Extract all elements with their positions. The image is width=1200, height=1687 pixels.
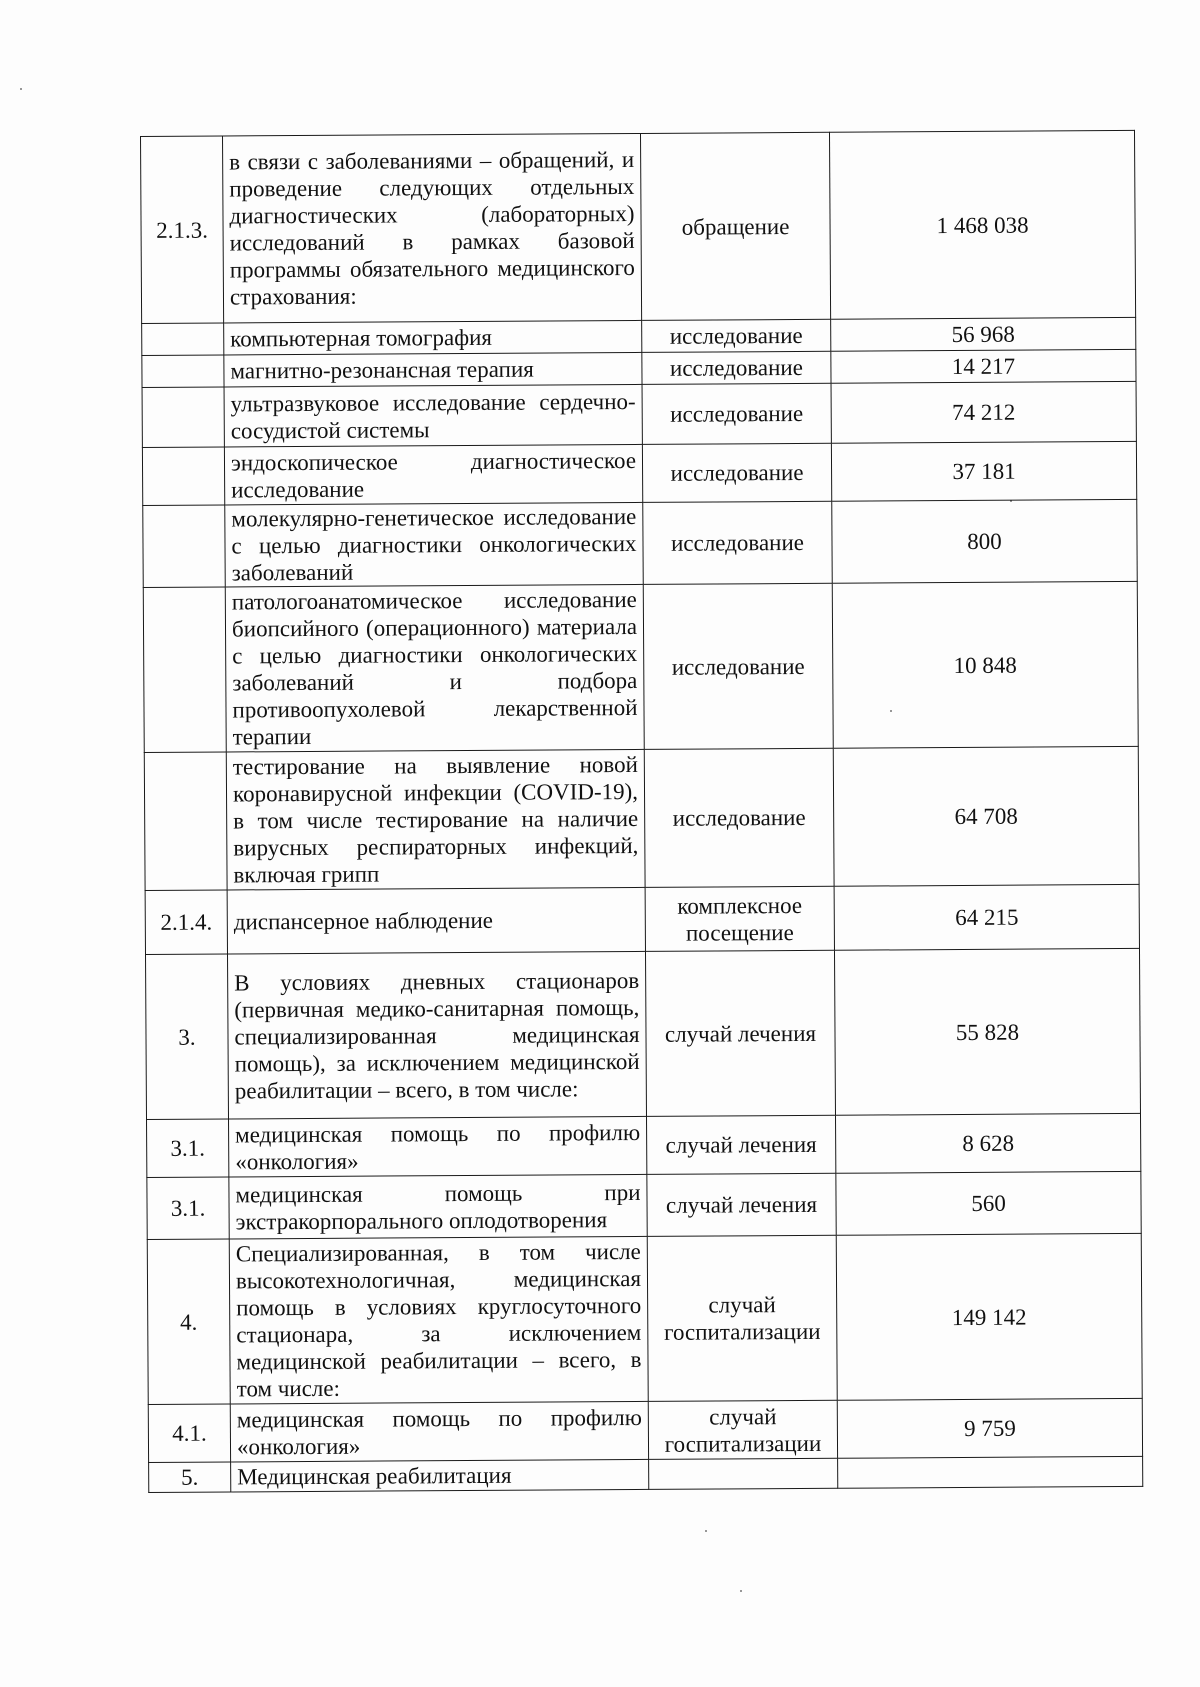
row-number: 3. bbox=[145, 954, 228, 1119]
row-value: 1 468 038 bbox=[829, 130, 1135, 319]
row-description: в связи с заболеваниями – обращений, и проведение следующих отдельных диагностических (лабораторных) исследований в рамках базовой программы обязательного медицинского страхования: bbox=[223, 133, 642, 323]
row-number: 4.1. bbox=[148, 1404, 230, 1462]
row-number bbox=[143, 505, 225, 587]
row-unit: случай лечения bbox=[646, 1115, 835, 1174]
row-unit: случай госпитализации bbox=[648, 1400, 837, 1459]
row-value: 56 968 bbox=[831, 317, 1136, 351]
row-description: ультразвуковое исследование сердечно-сосудистой системы bbox=[224, 384, 642, 447]
row-description: молекулярно-генетическое исследование с целью диагностики онкологических заболеваний bbox=[225, 502, 643, 587]
row-unit: исследование bbox=[642, 351, 831, 384]
table-row bbox=[145, 948, 1140, 1119]
row-value: 8 628 bbox=[835, 1113, 1140, 1173]
row-description: Медицинская реабилитация bbox=[231, 1459, 649, 1492]
row-value bbox=[838, 1456, 1143, 1488]
row-description: медицинская помощь по профилю «онкология» bbox=[229, 1116, 647, 1177]
row-unit: случай лечения bbox=[647, 1173, 836, 1236]
table-row bbox=[142, 441, 1136, 505]
table-row bbox=[141, 130, 1136, 323]
row-value: 64 215 bbox=[834, 884, 1139, 950]
row-number: 4. bbox=[147, 1239, 230, 1404]
row-unit: комплексное посещение bbox=[645, 886, 834, 951]
row-unit: исследование bbox=[642, 319, 831, 352]
row-value: 74 212 bbox=[831, 381, 1136, 443]
row-number bbox=[142, 387, 224, 447]
row-unit bbox=[649, 1458, 838, 1489]
scan-speck bbox=[740, 1590, 742, 1592]
table-row bbox=[144, 746, 1139, 890]
row-number: 3.1. bbox=[147, 1177, 229, 1239]
row-description: медицинская помощь при экстракорпорального оплодотворения bbox=[229, 1174, 647, 1239]
row-description: медицинская помощь по профилю «онкология» bbox=[230, 1401, 648, 1462]
table-row bbox=[143, 499, 1137, 587]
row-number: 2.1.4. bbox=[145, 890, 227, 954]
row-number: 2.1.3. bbox=[141, 136, 224, 323]
row-number: 3.1. bbox=[147, 1119, 229, 1177]
table-row bbox=[149, 1456, 1143, 1492]
row-unit: случай лечения bbox=[645, 950, 835, 1116]
table-row bbox=[147, 1233, 1142, 1404]
row-unit: исследование bbox=[642, 383, 831, 444]
scan-speck bbox=[20, 88, 22, 90]
row-description: патологоанатомическое исследование биопсийного (операционного) материала с целью диагностики онкологических заболеваний и подбора противоопухолевой лекарственной терапии bbox=[225, 584, 644, 752]
table-row bbox=[147, 1113, 1141, 1177]
row-value: 149 142 bbox=[836, 1233, 1142, 1400]
row-description: компьютерная томография bbox=[224, 320, 642, 355]
row-number: 5. bbox=[149, 1462, 231, 1493]
table-row bbox=[147, 1171, 1141, 1239]
row-description: тестирование на выявление новой коронавирусной инфекции (COVID-19), в том числе тестирование на наличие вирусных респираторных инфекций, включая грипп bbox=[226, 749, 645, 890]
row-number bbox=[142, 355, 224, 388]
row-unit: исследование bbox=[643, 501, 832, 584]
row-unit: исследование bbox=[644, 748, 834, 887]
table-row bbox=[145, 884, 1139, 954]
row-number bbox=[142, 323, 224, 356]
row-value: 55 828 bbox=[834, 948, 1140, 1115]
row-description: диспансерное наблюдение bbox=[227, 887, 645, 954]
row-number bbox=[143, 587, 226, 752]
row-unit: исследование bbox=[642, 443, 831, 502]
row-description: магнитно-резонансная терапия bbox=[224, 352, 642, 387]
row-value: 10 848 bbox=[832, 581, 1138, 748]
row-unit: исследование bbox=[643, 583, 833, 749]
row-description: эндоскопическое диагностическое исследование bbox=[224, 444, 642, 505]
row-number bbox=[142, 447, 224, 505]
row-value: 9 759 bbox=[837, 1398, 1142, 1458]
row-description: В условиях дневных стационаров (первичная медико-санитарная помощь, специализированная медицинская помощь), за исключением медицинской реабилитации – всего, в том числе: bbox=[227, 951, 646, 1119]
scan-speck bbox=[705, 1530, 707, 1532]
row-number bbox=[144, 752, 227, 890]
row-description: Специализированная, в том числе высокотехнологичная, медицинская помощь в условиях круглосуточного стационара, за исключением медицинской реабилитации – всего, в том числе: bbox=[229, 1236, 648, 1404]
row-value: 64 708 bbox=[833, 746, 1139, 886]
row-value: 14 217 bbox=[831, 349, 1136, 383]
row-value: 37 181 bbox=[831, 441, 1136, 501]
row-value: 800 bbox=[832, 499, 1137, 583]
table-row bbox=[142, 381, 1136, 447]
volumes-table bbox=[140, 130, 1143, 1493]
table-row bbox=[143, 581, 1138, 752]
row-value: 560 bbox=[836, 1171, 1141, 1235]
row-unit: обращение bbox=[640, 132, 830, 320]
table-row bbox=[148, 1398, 1142, 1462]
row-unit: случай госпитализации bbox=[647, 1235, 837, 1401]
